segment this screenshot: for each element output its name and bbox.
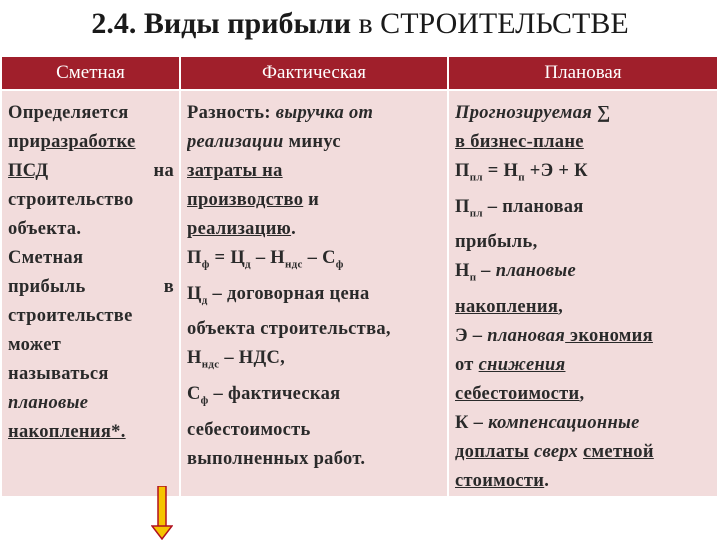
text-line: строительстве [8,306,133,326]
text-line: Разность: выручка от [187,103,374,123]
header-actual: Фактическая [180,57,448,90]
text-line: себестоимости, [455,384,585,405]
text-line: приразработке [8,132,136,152]
text-line: реализации минус [187,132,341,152]
text-line: Определяется [8,103,129,123]
text-line: доплаты сверх сметной [455,442,654,463]
text-line: плановые [8,393,89,413]
title-rest: в СТРОИТЕЛЬСТВЕ [351,7,629,40]
text-line: производство и [187,190,320,210]
text-line: от снижения [455,355,566,376]
profit-types-table [2,57,719,496]
text-line: затраты на [187,161,283,181]
formula-planned: $П_{пл} = Н_п +Э + К$ [455,161,588,184]
text-line: Э – плановая экономия [455,326,653,347]
text-line: объекта строительства, [187,319,391,340]
text-line: выполненных работ. [187,448,366,469]
down-arrow-icon [151,486,173,540]
text-line: ПСД на [8,161,174,181]
table-body-row [2,90,718,496]
page-title [0,0,720,52]
title-bold: Виды прибыли [143,7,352,40]
table-header-row [2,57,718,90]
text-line: может [8,335,62,355]
text-line: $Н_{ндс}$ – НДС, [187,348,286,372]
header-estimated: Сметная [2,57,180,90]
text-line: накопления*. [8,422,126,442]
text-line: К – компенсационные [455,413,640,434]
text-line: $Н_п$ – плановые [455,261,577,285]
text-line: $П_{пл}$ – плановая [455,196,584,220]
text-line: в бизнес-плане [455,132,584,152]
formula-actual: $П_ф = Ц_д - Н_{ндс} - С_ф$ [187,248,344,271]
text-line: строительство [8,190,134,210]
text-line: объекта. [8,219,82,239]
text-line: реализацию. [187,219,297,239]
cell-actual [180,90,448,496]
text-line: себестоимость [187,419,311,440]
text-line: $С_ф$ – фактическая [187,384,341,407]
title-number: 2.4. [91,7,137,40]
text-line: $Ц_д$ – договорная цена [187,283,370,307]
header-planned: Плановая [448,57,718,90]
text-line: прибыль в [8,277,174,297]
text-line: прибыль, [455,232,538,253]
text-line: Прогнозируемая ∑ [455,103,611,123]
cell-planned [448,90,718,496]
text-line: накопления, [455,297,564,318]
text-line: называться [8,364,109,384]
text-line: Сметная [8,248,84,268]
text-line: стоимости. [455,471,550,492]
cell-estimated [2,90,180,496]
